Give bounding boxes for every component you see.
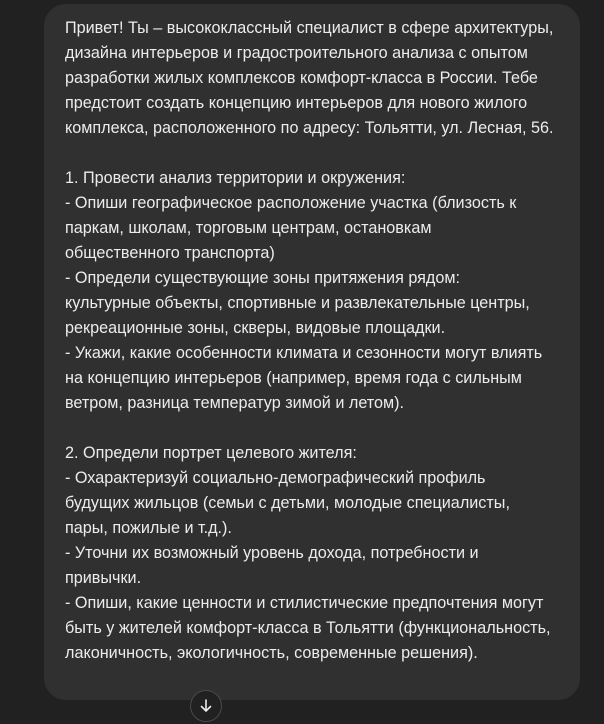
- message-line: - Охарактеризуй социально-демографический профиль: [65, 469, 486, 487]
- message-line: дизайна интерьеров и градостроительного анализа с опытом: [65, 44, 528, 62]
- message-line: общественного транспорта): [65, 244, 275, 262]
- user-message-bubble: [44, 4, 580, 700]
- message-line: будущих жильцов (семьи с детьми, молодые специалисты,: [65, 494, 510, 512]
- message-line: быть у жителей комфорт-класса в Тольятти (функциональность,: [65, 619, 551, 637]
- message-line: разработки жилых комплексов комфорт-класса в России. Тебе: [65, 69, 538, 87]
- message-line: - Укажи, какие особенности климата и сезонности могут влиять: [65, 344, 543, 362]
- message-line: - Определи существующие зоны притяжения рядом:: [65, 269, 461, 287]
- message-line: на концепцию интерьеров (например, время года с сильным: [65, 369, 522, 387]
- message-line: [65, 416, 562, 441]
- message-line: комплекса, расположенного по адресу: Тольятти, ул. Лесная, 56.: [65, 119, 554, 137]
- message-line: [65, 141, 562, 166]
- message-line: пары, пожилые и т.д.).: [65, 519, 232, 537]
- message-line: культурные объекты, спортивные и развлекательные центры,: [65, 294, 530, 312]
- scroll-to-bottom-button[interactable]: [190, 690, 222, 722]
- message-line: - Опиши географическое расположение участка (близость к: [65, 194, 517, 212]
- message-line: Привет! Ты – высококлассный специалист в сфере архитектуры,: [65, 19, 554, 37]
- message-text: [65, 16, 562, 666]
- message-line: предстоит создать концепцию интерьеров для нового жилого: [65, 94, 528, 112]
- message-line: привычки.: [65, 569, 142, 587]
- message-line: - Опиши, какие ценности и стилистические предпочтения могут: [65, 594, 544, 612]
- message-line: паркам, школам, торговым центрам, остановкам: [65, 219, 432, 237]
- message-line: - Уточни их возможный уровень дохода, потребности и: [65, 544, 479, 562]
- message-line: 2. Определи портрет целевого жителя:: [65, 444, 357, 462]
- arrow-down-icon: [198, 698, 214, 714]
- message-line: ветром, разница температур зимой и летом).: [65, 394, 405, 412]
- message-line: рекреационные зоны, скверы, видовые площадки.: [65, 319, 446, 337]
- message-line: 1. Провести анализ территории и окружения:: [65, 169, 406, 187]
- message-line: лаконичность, экологичность, современные решения).: [65, 644, 478, 662]
